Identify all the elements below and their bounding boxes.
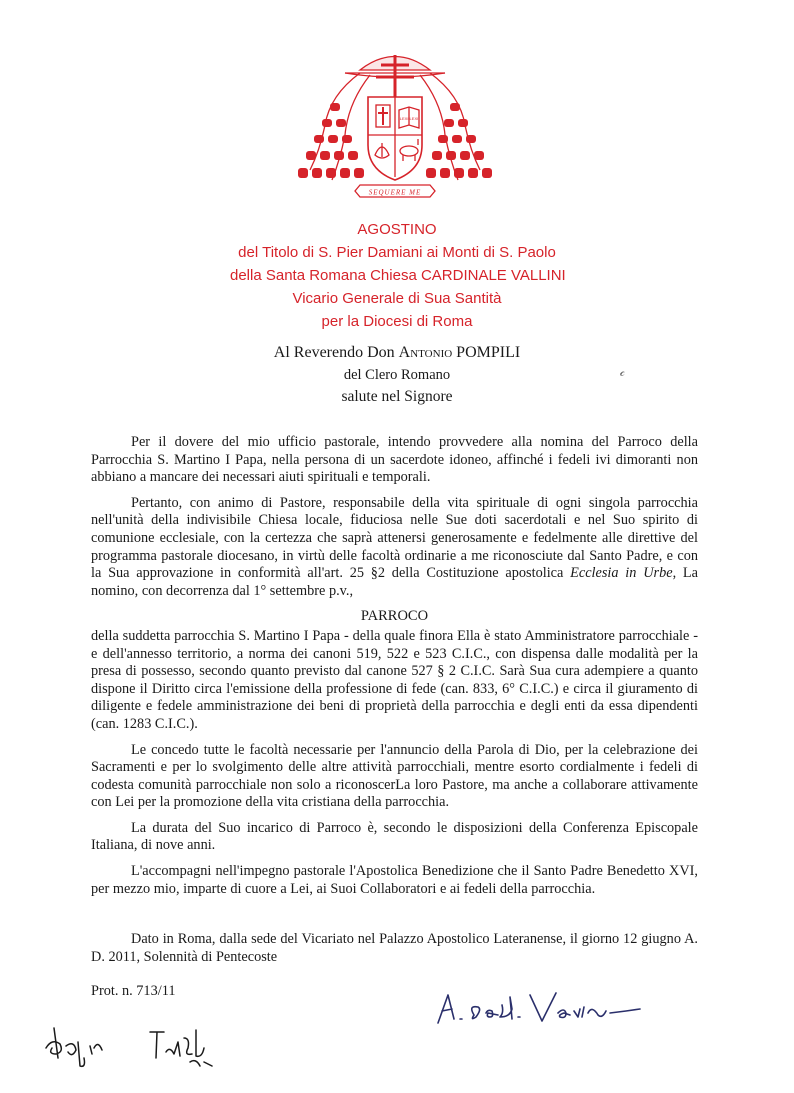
date-place: Dato in Roma, dalla sede del Vicariato nel Palazzo Apostolico Lateranense, il giorno 12 giugno A. D. 2011, Solennità di Pentecoste bbox=[91, 931, 698, 965]
issuer-heading bbox=[230, 218, 564, 333]
office-title: PARROCO bbox=[360, 608, 429, 625]
decree-body bbox=[91, 434, 698, 906]
issuer-title: del Titolo di S. Pier Damiani ai Monti di S. Paolo bbox=[238, 244, 556, 261]
book-text: LEXI LEXI bbox=[399, 116, 419, 121]
issuer-name: AGOSTINO bbox=[357, 221, 437, 238]
protocol-number: Prot. n. 713/11 bbox=[91, 983, 176, 999]
addressee-clergy: del Clero Romano bbox=[343, 367, 451, 383]
addressee-name: Al Reverendo Don Antonio POMPILI bbox=[273, 344, 521, 361]
secretary-signature bbox=[40, 1018, 250, 1078]
addressee-block bbox=[230, 342, 564, 408]
scan-mark: 𝒸 bbox=[620, 365, 625, 379]
cardinal-coat-of-arms bbox=[290, 35, 500, 205]
motto-text: SEQUERE ME bbox=[368, 188, 422, 197]
cardinal-signature bbox=[430, 975, 650, 1035]
paragraph-duty: Per il dovere del mio ufficio pastorale, intendo provvedere alla nomina del Parroco della Parrocchia S. Martino I Papa, nella persona di un sacerdote idoneo, affinché i fedeli ivi dimoranti non abbiano a mancare dei necessari aiuti spirituali e temporali. bbox=[91, 434, 698, 486]
issuer-diocese: per la Diocesi di Roma bbox=[321, 313, 473, 330]
greeting: salute nel Signore bbox=[341, 388, 453, 405]
paragraph-canons: della suddetta parrocchia S. Martino I Papa - della quale finora Ella è stato Amministratore parrocchiale - e dell'annesso territorio, a norma dei canoni 519, 522 e 523 C.I.C., con dispensa dalle modalità per la presa di possesso, secondo quanto previsto dal canone 527 § 2 C.I.C. Sarà Sua cura adempiere a quanto dispone il Diritto circa l'emissione della professione di fede (can. 833, 6° C.I.C.) e circa il giuramento di diligente e fedele amministrazione dei beni di proprietà della parrocchia e degli enti da essa dipendenti (can. 1283 C.I.C.). bbox=[91, 627, 698, 732]
paragraph-duration: La durata del Suo incarico di Parroco è, secondo le disposizioni della Conferenza Episcopale Italiana, di nove anni. bbox=[91, 819, 698, 854]
issuer-office: Vicario Generale di Sua Santità bbox=[292, 290, 502, 307]
paragraph-appointment: Pertanto, con animo di Pastore, responsabile della vita spirituale di ogni singola parrocchia nell'unità della indivisibile Chiesa locale, fiduciosa nelle Sue doti sacerdotali e nel Suo spirito di comunione ecclesiale, con la certezza che saprà attenersi generosamente e fedelmente alle direttive del programma pastorale diocesano, in virtù delle facoltà ordinarie a me riconosciute dal Santo Padre, e con la Sua approvazione in conformità all'art. 25 §2 della Costituzione apostolica Ecclesia in Urbe, La nomino, con decorrenza dal 1° settembre p.v., bbox=[91, 494, 698, 599]
paragraph-blessing: L'accompagni nell'impegno pastorale l'Apostolica Benedizione che il Santo Padre Benedetto XVI, per mezzo mio, imparte di cuore a Lei, ai Suoi Collaboratori e ai fedeli della parrocchia. bbox=[91, 863, 698, 897]
issuer-rank: della Santa Romana Chiesa CARDINALE VALLINI bbox=[230, 267, 566, 284]
paragraph-faculties: Le concedo tutte le facoltà necessarie per l'annuncio della Parola di Dio, per la celebrazione dei Sacramenti e per lo svolgimento delle altre attività parrocchiali, mentre esorto cordialmente i fedeli di codesta comunità parrocchiale non solo a riconoscerLa loro Pastore, ma anche a collaborare attivamente con Lei per la promozione della vita cristiana della parrocchia. bbox=[91, 741, 698, 811]
